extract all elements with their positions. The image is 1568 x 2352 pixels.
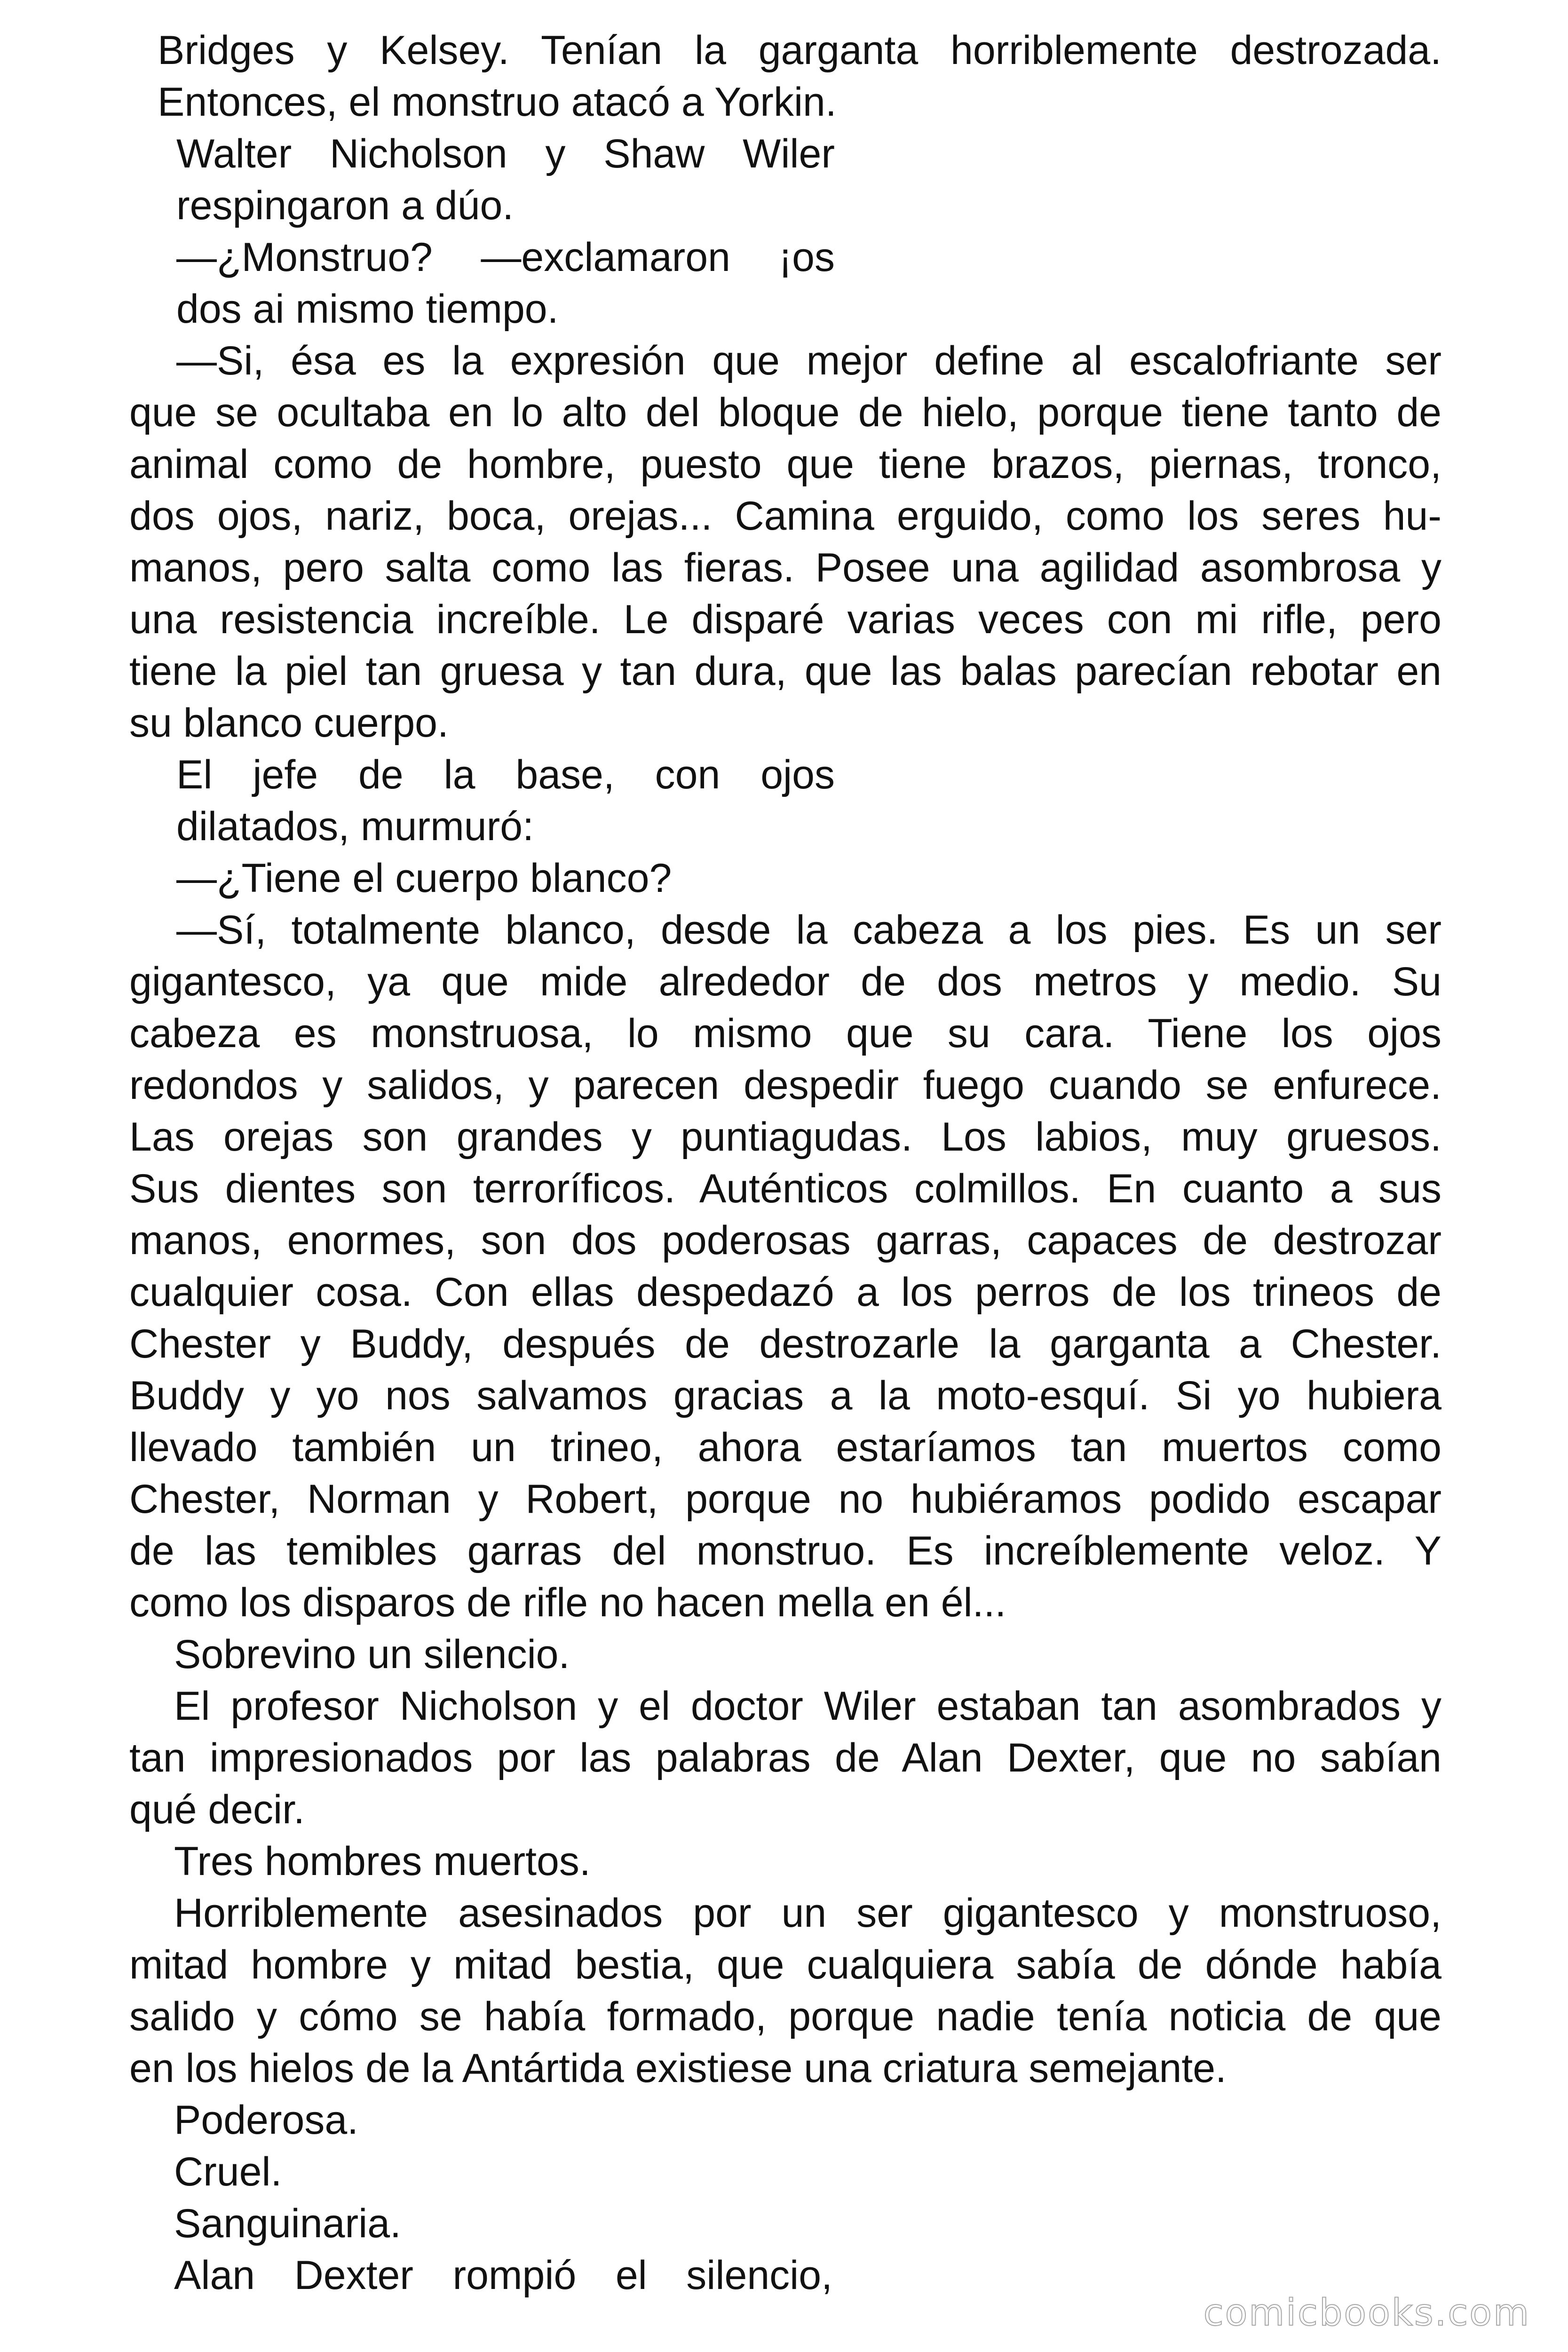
text-line: Alan Dexter rompió el silencio, xyxy=(174,2253,832,2298)
text-line: mitad hombre y mitad bestia, que cualquiera sabía de dónde había xyxy=(129,1942,1441,1987)
text-line: Bridges y Kelsey. Tenían la garganta horriblemente destrozada. xyxy=(158,28,1441,73)
text-line: Cruel. xyxy=(174,2149,282,2194)
text-line: Chester, Norman y Robert, porque no hubiéramos podido escapar xyxy=(129,1477,1441,1522)
text-line: animal como de hombre, puesto que tiene brazos, piernas, tronco, xyxy=(129,442,1441,487)
text-line: tan impresionados por las palabras de Alan Dexter, que no sabían xyxy=(129,1735,1441,1780)
text-line: llevado también un trineo, ahora estaríamos tan muertos como xyxy=(129,1425,1441,1470)
text-line: que se ocultaba en lo alto del bloque de hielo, porque tiene tanto de xyxy=(129,390,1441,435)
text-line: Sobrevino un silencio. xyxy=(174,1632,570,1677)
text-line: en los hielos de la Antártida existiese una criatura semejante. xyxy=(129,2046,1227,2091)
watermark-logo: comicbooks.com xyxy=(1203,2292,1530,2334)
text-line: Sus dientes son terroríficos. Auténticos colmillos. En cuanto a sus xyxy=(129,1166,1441,1211)
text-line: cabeza es monstruosa, lo mismo que su cara. Tiene los ojos xyxy=(129,1011,1441,1056)
text-line: —Si, ésa es la expresión que mejor define al escalofriante ser xyxy=(176,338,1441,383)
text-line: qué decir. xyxy=(129,1787,305,1832)
text-line: su blanco cuerpo. xyxy=(129,700,449,746)
text-line: como los disparos de rifle no hacen mella en él... xyxy=(129,1580,1006,1625)
text-line: manos, enormes, son dos poderosas garras, capaces de destrozar xyxy=(129,1218,1441,1263)
text-line: cualquier cosa. Con ellas despedazó a los perros de los trineos de xyxy=(129,1270,1441,1315)
text-line: dilatados, murmuró: xyxy=(176,804,534,849)
text-line: Sanguinaria. xyxy=(174,2201,401,2246)
text-line: Buddy y yo nos salvamos gracias a la moto-esquí. Si yo hubiera xyxy=(129,1373,1441,1418)
text-line: Walter Nicholson y Shaw Wiler xyxy=(176,131,835,176)
text-line: tiene la piel tan gruesa y tan dura, que las balas parecían rebotar en xyxy=(129,649,1441,694)
text-line: dos ai mismo tiempo. xyxy=(176,286,559,332)
text-line: Poderosa. xyxy=(174,2098,359,2143)
text-line: respingaron a dúo. xyxy=(176,183,514,228)
text-line: de las temibles garras del monstruo. Es increíblemente veloz. Y xyxy=(129,1528,1441,1573)
text-line: Las orejas son grandes y puntiagudas. Los labios, muy gruesos. xyxy=(129,1114,1441,1160)
text-line: Entonces, el monstruo atacó a Yorkin. xyxy=(158,79,837,125)
text-line: una resistencia increíble. Le disparé varias veces con mi rifle, pero xyxy=(129,597,1441,642)
text-line: salido y cómo se había formado, porque nadie tenía noticia de que xyxy=(129,1994,1441,2039)
text-line: redondos y salidos, y parecen despedir fuego cuando se enfurece. xyxy=(129,1063,1441,1108)
text-line: dos ojos, nariz, boca, orejas... Camina erguido, como los seres hu- xyxy=(129,493,1441,539)
text-line: El profesor Nicholson y el doctor Wiler estaban tan asombrados y xyxy=(174,1684,1441,1729)
text-line: El jefe de la base, con ojos xyxy=(176,752,835,797)
text-line: Chester y Buddy, después de destrozarle la garganta a Chester. xyxy=(129,1321,1441,1367)
text-line: Horriblemente asesinados por un ser gigantesco y monstruoso, xyxy=(174,1891,1441,1936)
text-line: —Sí, totalmente blanco, desde la cabeza a los pies. Es un ser xyxy=(176,907,1441,953)
text-line: manos, pero salta como las fieras. Posee una agilidad asombrosa y xyxy=(129,545,1441,590)
text-line: —¿Tiene el cuerpo blanco? xyxy=(176,856,672,901)
text-column xyxy=(129,24,1441,2301)
text-line: gigantesco, ya que mide alrededor de dos metros y medio. Su xyxy=(129,959,1441,1004)
text-line: Tres hombres muertos. xyxy=(174,1839,591,1884)
text-line: —¿Monstruo? —exclamaron ¡os xyxy=(176,235,835,280)
